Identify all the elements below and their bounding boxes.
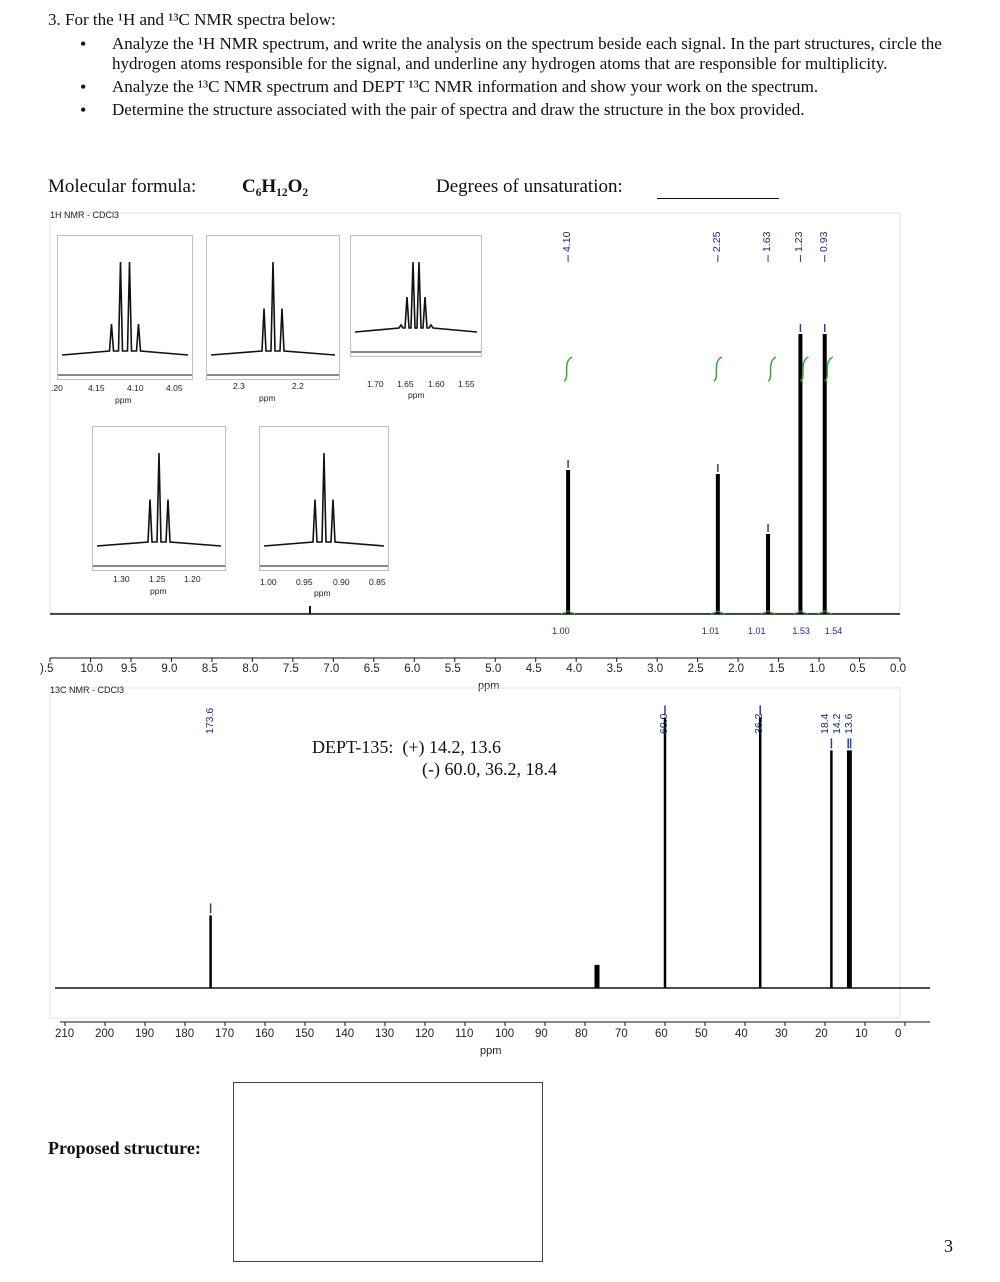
c-axis-tick-label: 200 [95, 1028, 115, 1040]
h-peak-label: 2.25 [710, 231, 723, 252]
inset-multiplet-trace [264, 453, 384, 546]
c-axis-tick-label: 70 [615, 1028, 628, 1040]
inset-tick: 2.3 [233, 381, 245, 391]
c-nmr-label: 13C NMR - CDCl3 [50, 685, 125, 695]
degrees-of-unsaturation-label: Degrees of unsaturation: [436, 176, 623, 197]
inset-tick: 4.05 [166, 383, 183, 393]
h-peak-label: 4.10 [561, 231, 574, 252]
inset-tick: 0.95 [296, 577, 313, 587]
c-axis-tick-label: 0 [895, 1028, 902, 1040]
h-axis-tick-label: 5.5 [444, 663, 461, 675]
h-axis-tick-label: 6.5 [363, 663, 380, 675]
h-axis-tick-label: 6.0 [404, 663, 421, 675]
page-number: 3 [944, 1236, 953, 1256]
instruction-1: • Analyze the ¹H NMR spectrum, and write the analysis on the spectrum beside each signal. In the part structures, circle the hydrogen atoms responsible for the signal, and underline any hydrogen atoms that are responsible for multiplicity. [80, 34, 960, 74]
h-integral-curve [768, 357, 776, 381]
h-axis-tick-label: ).5 [40, 663, 54, 675]
inset-unit: ppm [115, 395, 132, 405]
inset-tick: 1.20 [184, 574, 201, 584]
inset-unit: ppm [259, 393, 276, 403]
inset-tick: 1.65 [397, 379, 414, 389]
c-axis-tick-label: 130 [375, 1028, 395, 1040]
inset-unit: ppm [150, 586, 167, 596]
c-axis-tick-label: 150 [295, 1028, 315, 1040]
c-axis-tick-label: 100 [495, 1028, 515, 1040]
h-axis-tick-label: 5.0 [485, 663, 502, 675]
c-peak-label: 13.6 [843, 713, 855, 734]
c-axis-tick-label: 110 [455, 1028, 474, 1040]
h-integration-value: 1.00 [552, 626, 570, 636]
h-axis-tick-label: 0.5 [849, 663, 866, 675]
inset-unit: ppm [314, 588, 331, 598]
c-peak-label: 14.2 [831, 713, 843, 734]
c-axis-tick-label: 160 [255, 1028, 275, 1040]
h-nmr-label: 1H NMR - CDCl3 [50, 210, 120, 220]
inset-tick: 4.10 [127, 383, 144, 393]
inset-tick: 1.00 [260, 577, 277, 587]
c-peak-label: 60.0 [658, 713, 670, 734]
c-axis-tick-label: 80 [575, 1028, 588, 1040]
h-integral-curve [714, 357, 722, 381]
c-peak-label: 36.2 [753, 713, 766, 734]
inset-multiplet-trace [355, 262, 477, 332]
h-axis-tick-label: 7.5 [282, 663, 299, 675]
inset-multiplet-trace [97, 453, 221, 546]
h-peak-label: 1.23 [793, 231, 806, 252]
inset-tick: 4.15 [88, 383, 105, 393]
h-integration-value: 1.01 [748, 626, 766, 636]
h-axis-tick-label: 3.0 [647, 663, 664, 675]
inset-multiplet-trace [62, 262, 188, 355]
inset-1-23 [92, 426, 226, 571]
h-axis-tick-label: 3.5 [606, 663, 623, 675]
h-integral-curve [564, 357, 572, 381]
c-axis-tick-label: 50 [695, 1028, 708, 1040]
c-axis-tick-label: 120 [415, 1028, 435, 1040]
c-axis-tick-label: 180 [175, 1028, 195, 1040]
h-axis-tick-label: 8.5 [201, 663, 218, 675]
dept-positive [312, 734, 501, 760]
inset-1-63 [350, 235, 482, 357]
inset-tick: 1.30 [113, 574, 130, 584]
inset-tick: 2.2 [292, 381, 304, 391]
h-peak-label: 1.63 [761, 231, 774, 252]
dept-title: DEPT-135: [312, 737, 394, 757]
inset-tick: 1.60 [428, 379, 445, 389]
c-peak-label: 18.4 [819, 713, 831, 734]
c-axis-tick-label: 30 [775, 1028, 788, 1040]
h-integration-value: 1.54 [824, 626, 843, 636]
h-axis-tick-label: 1.5 [768, 663, 785, 675]
h-axis-tick-label: 4.0 [566, 663, 583, 675]
h-axis-tick-label: 7.0 [323, 663, 340, 675]
inset-4-10 [57, 235, 193, 380]
inset-unit: ppm [408, 390, 425, 400]
inset-2-25 [206, 235, 340, 380]
instruction-2: • Analyze the ¹³C NMR spectrum and DEPT ¹³C NMR information and show your work on the spectrum. [80, 77, 960, 97]
c-axis-tick-label: 60 [655, 1028, 668, 1040]
question-title: 3. For the ¹H and ¹³C NMR spectra below: [48, 10, 336, 29]
h-peak-label: 0.93 [817, 231, 830, 252]
c-axis-tick-label: 20 [815, 1028, 828, 1040]
c-peak-label: 173.6 [203, 707, 216, 734]
proposed-structure-label: Proposed structure: [48, 1138, 201, 1158]
inset-0-93 [259, 426, 389, 571]
inset-tick: .20 [51, 383, 63, 393]
inset-tick: 1.25 [149, 574, 166, 584]
c-axis-tick-label: 90 [535, 1028, 548, 1040]
h-axis-tick-label: 8.0 [242, 663, 259, 675]
h-axis-tick-label: 9.0 [161, 663, 178, 675]
c-axis-tick-label: 40 [735, 1028, 748, 1040]
c-axis-tick-label: 140 [335, 1028, 355, 1040]
c-axis-tick-label: 190 [135, 1028, 155, 1040]
instruction-3: • Determine the structure associated with the pair of spectra and draw the structure in the box provided. [80, 100, 960, 120]
molecular-formula-value: C₆H₁₂O₂ [242, 176, 309, 197]
dept-positive-values: (+) 14.2, 13.6 [402, 737, 501, 757]
inset-tick: 1.55 [458, 379, 475, 389]
h-integration-value: 1.53 [792, 626, 810, 636]
h-axis-tick-label: 2.0 [728, 663, 745, 675]
dept-negative-values: (-) 60.0, 36.2, 18.4 [422, 759, 557, 779]
h-integration-value: 1.01 [701, 626, 720, 636]
c-axis-tick-label: 170 [215, 1028, 235, 1040]
h-axis-tick-label: 2.5 [687, 663, 704, 675]
inset-tick: 1.70 [367, 379, 384, 389]
c-axis-tick-label: 210 [55, 1028, 75, 1040]
proposed-structure-box[interactable] [233, 1082, 543, 1262]
h-axis-tick-label: 1.0 [809, 663, 826, 675]
h-axis-tick-label: 9.5 [120, 663, 137, 675]
molecular-formula-label: Molecular formula: [48, 176, 197, 197]
h-axis-tick-label: 0.0 [890, 663, 906, 675]
c-axis-tick-label: 10 [855, 1028, 868, 1040]
h-nmr-axis-unit: ppm [478, 680, 500, 692]
h-axis-tick-label: 4.5 [525, 663, 542, 675]
inset-tick: 0.85 [369, 577, 386, 587]
inset-tick: 0.90 [333, 577, 350, 587]
inset-multiplet-trace [211, 262, 335, 355]
h-axis-tick-label: 10.0 [80, 663, 103, 675]
c-nmr-axis-unit: ppm [480, 1045, 502, 1057]
